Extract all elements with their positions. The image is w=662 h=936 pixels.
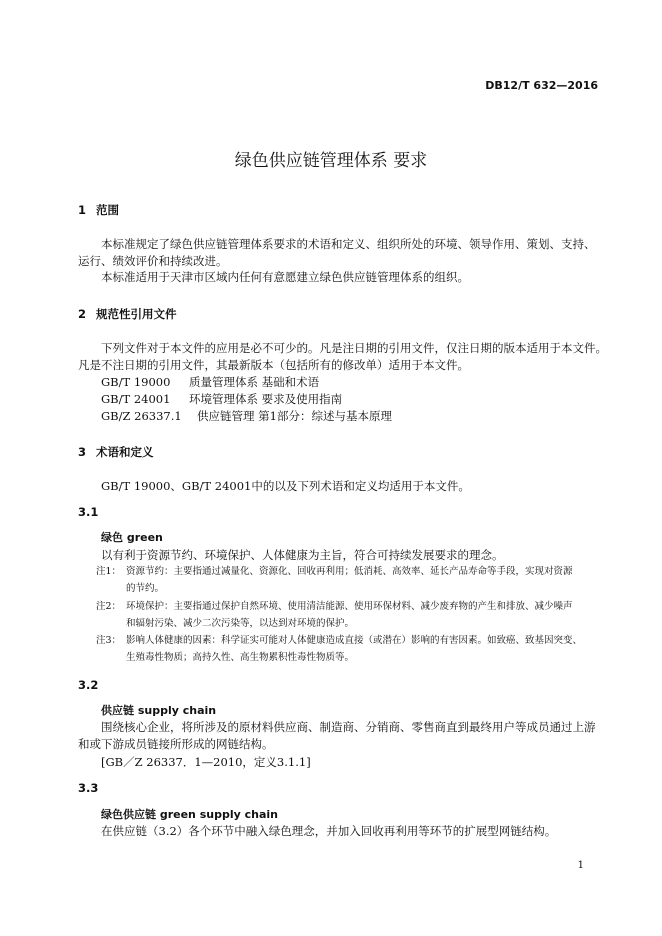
term-definition: 以有利于资源节约、环境保护、人体健康为主旨，符合可持续发展要求的理念。 [101,548,504,562]
normative-reference [101,391,342,407]
term-number: 3.1 [78,505,99,519]
term-number: 3.2 [78,678,99,692]
note-text-continued: 和辐射污染、减少二次污染等，以达到对环境的保护。 [126,618,355,629]
note-text-continued: 生殖毒性物质；高持久性、高生物累积性毒性物质等。 [126,652,355,663]
section-2-para-line2: 凡是不注日期的引用文件，其最新版本（包括所有的修改单）适用于本文件。 [78,358,469,372]
section-3-heading [78,444,154,460]
section-2-para-line1: 下列文件对于本文件的应用是必不可少的。凡是注日期的引用文件，仅注日期的版本适用于本文件。 [101,341,607,355]
reference-title: 供应链管理 第1部分：综述与基本原理 [197,409,392,423]
section-number: 1 [78,203,87,217]
section-3-intro: GB/T 19000、GB/T 24001中的以及下列术语和定义均适用于本文件。 [101,479,470,493]
section-title: 术语和定义 [96,445,154,459]
section-1-para1-line2: 运行、绩效评价和持续改进。 [78,254,228,268]
reference-code: GB/T 19000 [101,375,171,389]
note-label: 注1： [96,566,122,577]
note-text: 环境保护：主要指通过保护自然环境、使用清洁能源、使用环保材料、减少废弃物的产生和排放、减少噪声 [126,601,573,612]
section-2-heading [78,306,177,322]
reference-title: 质量管理体系 基础和术语 [189,375,320,389]
normative-reference [101,408,392,424]
page-number: 1 [577,860,584,871]
section-title: 范围 [96,203,119,217]
term-definition: 在供应链（3.2）各个环节中融入绿色理念，并加入回收再利用等环节的扩展型网链结构。 [101,824,557,838]
term-note [96,563,573,580]
reference-code: GB/Z 26337.1 [101,409,182,423]
section-1-para2: 本标准适用于天津市区域内任何有意愿建立绿色供应链管理体系的组织。 [101,270,469,284]
section-1-para1-line1: 本标准规定了绿色供应链管理体系要求的术语和定义、组织所处的环境、领导作用、策划、支持、 [101,237,596,251]
section-1-heading [78,202,119,218]
note-label: 注2： [96,601,122,612]
term-source: [GB／Z 26337．1—2010，定义3.1.1] [101,755,311,769]
note-text: 影响人体健康的因素：科学证实可能对人体健康造成直接（或潜在）影响的有害因素。如致癌、致基因突变、 [126,635,583,646]
standard-code: DB12/T 632—2016 [485,79,598,92]
term-name: 绿色 green [101,531,163,544]
term-number: 3.3 [78,781,99,795]
section-number: 2 [78,307,87,321]
note-text: 资源节约：主要指通过减量化、资源化、回收再利用；低消耗、高效率、延长产品寿命等手段，实现对资源 [126,566,573,577]
normative-reference [101,374,319,390]
term-name: 绿色供应链 green supply chain [101,808,278,821]
note-label: 注3： [96,635,122,646]
term-definition-line2: 和或下游成员链接所形成的网链结构。 [78,737,274,751]
term-note [96,598,573,615]
term-definition-line1: 围绕核心企业，将所涉及的原材料供应商、制造商、分销商、零售商直到最终用户等成员通过上游 [101,720,596,734]
note-text-continued: 的节约。 [126,583,165,594]
term-note [96,632,582,649]
term-name: 供应链 supply chain [101,704,217,717]
reference-code: GB/T 24001 [101,392,171,406]
section-number: 3 [78,445,87,459]
reference-title: 环境管理体系 要求及使用指南 [189,392,343,406]
document-title: 绿色供应链管理体系 要求 [234,151,428,171]
section-title: 规范性引用文件 [96,307,177,321]
